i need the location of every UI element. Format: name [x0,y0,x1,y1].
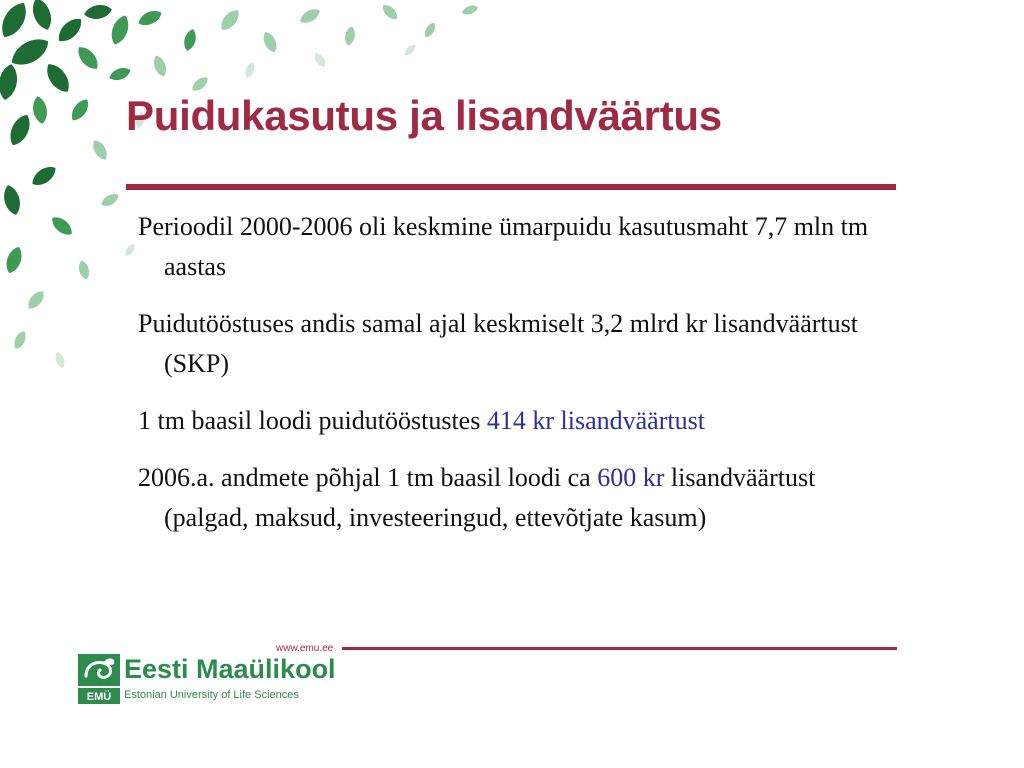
title-divider [126,184,896,190]
footer-url: www.emu.ee [276,643,334,654]
university-subtitle: Estonian University of Life Sciences [124,689,299,701]
university-logo-icon [78,654,120,704]
slide-title: Puidukasutus ja lisandväärtus [126,92,722,139]
svg-text:EMÜ: EMÜ [86,691,112,703]
bullet-item: 2006.a. andmete põhjal 1 tm baasil loodi ca 600 kr lisandväärtust (palgad, maksud, investeeringud, ettevõtjate kasum) [138,463,816,532]
bullet-list [138,207,878,555]
highlight-text: 600 kr [597,463,665,492]
bullet-item: Puidutööstuses andis samal ajal keskmiselt 3,2 mlrd kr lisandväärtust (SKP) [138,309,858,378]
university-name: Eesti Maaülikool [124,654,336,684]
bullet-item: 1 tm baasil loodi puidutööstustes 414 kr lisandväärtust [138,406,705,435]
highlight-text: 414 kr lisandväärtust [486,406,705,435]
bullet-item: Perioodil 2000-2006 oli keskmine ümarpuidu kasutusmaht 7,7 mln tm aastas [138,212,869,281]
footer-divider [342,647,897,650]
